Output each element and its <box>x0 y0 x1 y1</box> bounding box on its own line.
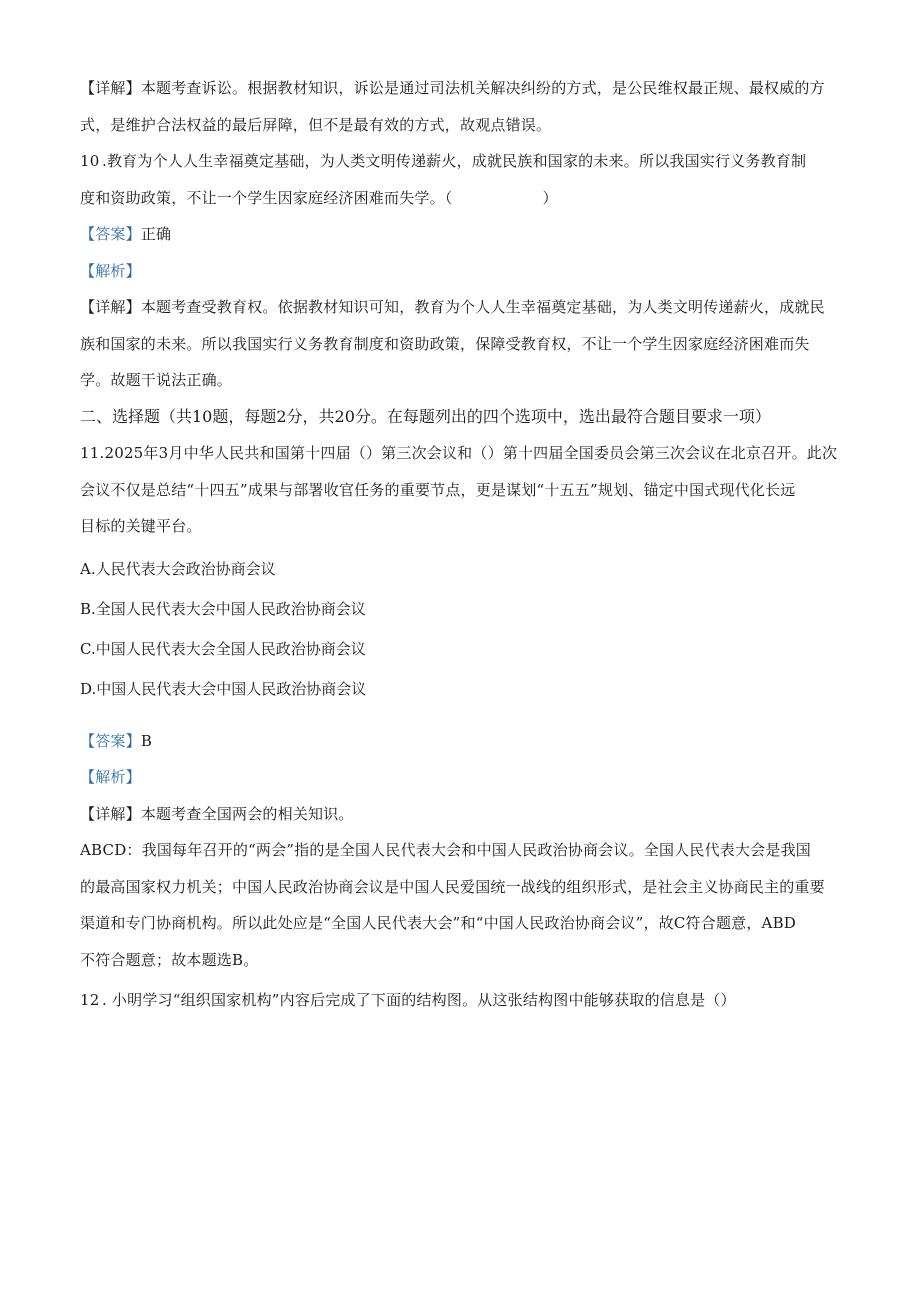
q10-detail-line-3: 学。故题干说法正确。 <box>80 371 233 389</box>
q11-option-d: D.中国人民代表大会中国人民政治协商会议 <box>80 679 367 698</box>
q11-option-c: C.中国人民代表大会全国人民政治协商会议 <box>80 639 366 658</box>
question-number: 10 <box>80 152 100 170</box>
q9-detail-line-1: 【详解】本题考查诉讼。根据教材知识，诉讼是通过司法机关解决纠纷的方式，是公民维权最正规、最权威的方 <box>80 79 825 97</box>
answer-value: B <box>140 731 153 750</box>
answer-tag: 【答案】 <box>80 225 141 243</box>
q10-question-line-1: 10 .教育为个人人生幸福奠定基础，为人类文明传递薪火，成就民族和国家的未来。所以我国实行义务教育制 <box>80 143 842 180</box>
q9-detail-line-2: 式，是维护合法权益的最后屏障，但不是最有效的方式，故观点错误。 <box>80 115 552 134</box>
detail-tag: 【详解】 <box>80 804 141 823</box>
answer-tag: 【答案】 <box>80 731 141 750</box>
question-number: 12 <box>80 991 100 1009</box>
document-page <box>80 70 842 1019</box>
q11-detail-line-2: ABCD：我国每年召开的“两会”指的是全国人民代表大会和中国人民政治协商会议。全国人民代表大会是我国 <box>80 841 811 859</box>
q11-option-b: B.全国人民代表大会中国人民政治协商会议 <box>80 599 366 618</box>
q11-detail-line-3: 的最高国家权力机关；中国人民政治协商会议是中国人民爱国统一战线的组织形式，是社会主义协商民主的重要 <box>80 877 825 896</box>
analysis-tag: 【解析】 <box>80 261 141 280</box>
answer-value: 正确 <box>140 225 172 243</box>
q10-detail-line-2: 族和国家的未来。所以我国实行义务教育制度和资助政策，保障受教育权，不让一个学生因家庭经济困难而失 <box>80 334 810 353</box>
q10-detail-line-1: 【详解】本题考查受教育权。依据教材知识可知，教育为个人人生幸福奠定基础，为人类文明传递薪火，成就民 <box>80 298 825 316</box>
q11-analysis <box>80 759 842 796</box>
analysis-tag: 【解析】 <box>80 768 141 786</box>
q10-question-line-2: 度和资助政策，不让一个学生因家庭经济困难而失学。（ ） <box>80 188 558 207</box>
q11-answer <box>80 723 842 760</box>
q11-detail-line-1: 【详解】本题考查全国两会的相关知识。 <box>80 804 354 823</box>
q11-detail-line-5: 不符合题意；故本题选B。 <box>80 950 259 969</box>
detail-tag: 【详解】 <box>80 298 141 316</box>
detail-tag: 【详解】 <box>80 79 141 97</box>
q10-analysis <box>80 253 842 290</box>
q11-detail-line-4: 渠道和专门协商机构。所以此处应是“全国人民代表大会”和“中国人民政治协商会议”，故C符合题意，ABD <box>80 914 797 932</box>
q11-question-line-3: 目标的关键平台。 <box>80 517 202 535</box>
q11-question-line-2: 会议不仅是总结“十四五”成果与部署收官任务的重要节点，更是谋划“十五五”规划、锚定中国式现代化长远 <box>80 480 796 499</box>
q11-option-a: A.人民代表大会政治协商会议 <box>80 559 276 578</box>
q11-question-line-1: 11.2025年3月中华人民共和国第十四届（）第三次会议和（）第十四届全国委员会第三次会议在北京召开。此次 <box>80 444 838 462</box>
q12-question: 12 . 小明学习“组织国家机构”内容后完成了下面的结构图。从这张结构图中能够获取的信息是（） <box>80 982 842 1019</box>
q10-answer <box>80 216 842 253</box>
section-title: 二、选择题（共10题，每题2分，共20分。在每题列出的四个选项中，选出最符合题目要求一项） <box>80 406 771 426</box>
